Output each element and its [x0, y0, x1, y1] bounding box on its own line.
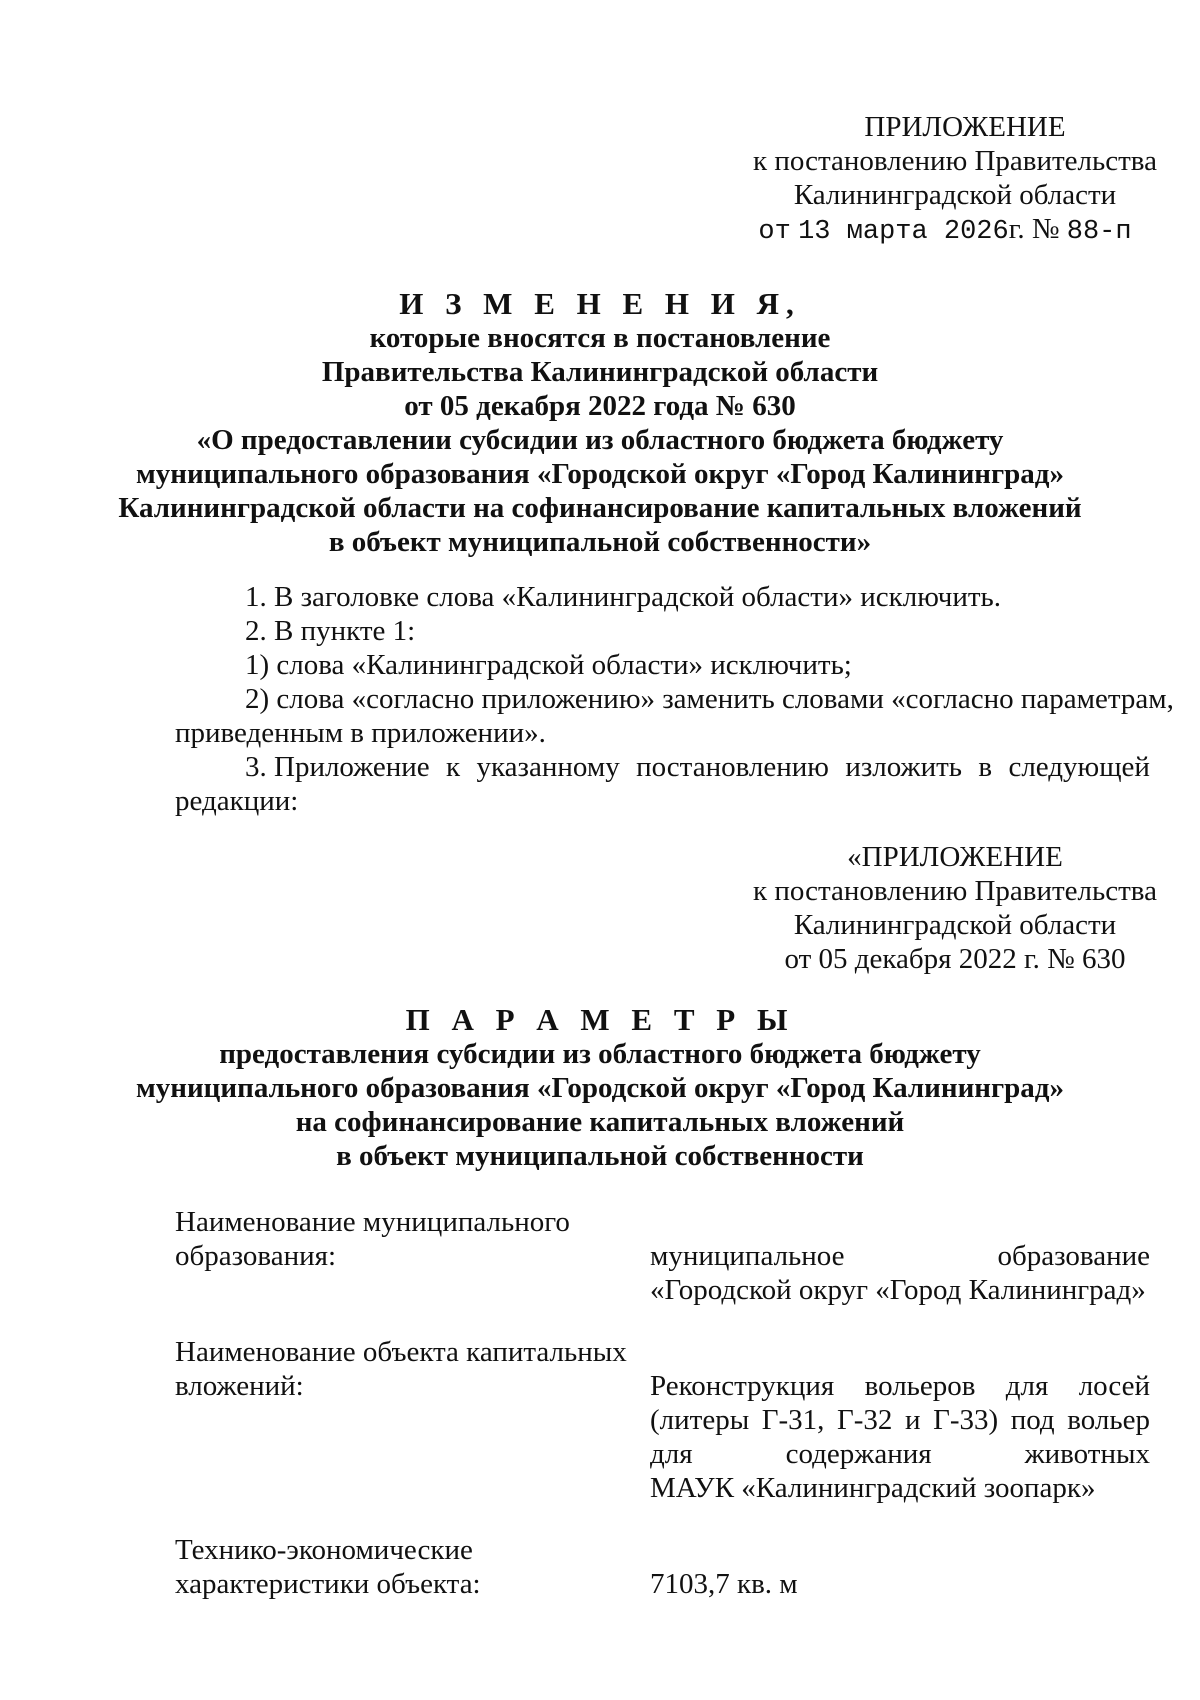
param-label-municipality — [175, 1205, 635, 1273]
word: указанному — [476, 751, 620, 783]
params-line: на софинансирование капитальных вложений — [295, 1106, 905, 1138]
word: под — [1010, 1404, 1055, 1436]
word: муниципальное — [650, 1240, 845, 1272]
word: Г-31, — [761, 1404, 825, 1436]
value-line — [650, 1239, 1150, 1273]
word: вольеров — [864, 1370, 976, 1402]
inner-appendix-line-3: от 05 декабря 2022 г. № 630 — [784, 943, 1126, 975]
word: вольер — [1067, 1404, 1150, 1436]
params-line: в объект муниципальной собственности — [336, 1140, 864, 1172]
value-line: «Городской округ «Город Калининград» — [650, 1274, 1146, 1306]
word: Реконструкция — [650, 1370, 835, 1402]
word: (литеры — [650, 1404, 750, 1436]
changes-title: И З М Е Н Е Н И Я, — [399, 286, 801, 321]
param-value-municipality — [650, 1239, 1150, 1307]
inner-appendix-title: «ПРИЛОЖЕНИЕ — [847, 841, 1063, 873]
value-line: 7103,7 кв. м — [650, 1568, 798, 1600]
label-line: образования: — [175, 1240, 337, 1272]
label-line: Технико-экономические — [175, 1534, 473, 1566]
param-label-object — [175, 1335, 635, 1403]
paragraph-5-line-2: редакции: — [175, 785, 299, 817]
appendix-line-2: Калининградской области — [793, 179, 1117, 211]
param-label-characteristics — [175, 1533, 635, 1601]
paragraph-2: 2. В пункте 1: — [245, 615, 416, 647]
params-line: предоставления субсидии из областного бюджета бюджету — [219, 1038, 981, 1070]
label-line: вложений: — [175, 1370, 304, 1402]
word: животных — [1024, 1438, 1150, 1470]
word: лосей — [1078, 1370, 1150, 1402]
appendix-date-line — [730, 212, 1180, 249]
appendix-header — [730, 110, 1180, 249]
word: к — [446, 751, 461, 783]
param-value-characteristics — [650, 1567, 1150, 1601]
word: Г-33) — [933, 1404, 999, 1436]
label-line: Наименование муниципального — [175, 1206, 570, 1238]
handwritten-date: 13 марта 2026 — [798, 217, 1009, 247]
paragraph-3: 1) слова «Калининградской области» исключить; — [245, 649, 852, 681]
word: постановлению — [636, 751, 829, 783]
paragraph-4-line-1: 2) слова «согласно приложению» заменить словами «согласно параметрам, — [245, 683, 1174, 715]
inner-appendix-line-2: Калининградской области — [793, 909, 1117, 941]
param-value-object — [650, 1369, 1150, 1505]
params-title: П А Р А М Е Т Р Ы — [405, 1002, 795, 1037]
word: и — [905, 1404, 921, 1436]
word: 3. Приложение — [245, 751, 430, 783]
appendix-line-1: к постановлению Правительства — [753, 145, 1157, 177]
changes-line: Калининградской области на софинансирование капитальных вложений — [118, 492, 1082, 524]
paragraph-1: 1. В заголовке слова «Калининградской области» исключить. — [245, 581, 1002, 613]
changes-line: от 05 декабря 2022 года № 630 — [404, 390, 796, 422]
date-mid: г. № — [1008, 213, 1060, 245]
word: содержания — [785, 1438, 932, 1470]
value-line — [650, 1403, 1150, 1437]
changes-line: «О предоставлении субсидии из областного бюджета бюджету — [196, 424, 1004, 456]
body-text — [175, 580, 1174, 818]
paragraph-5-line-1 — [175, 750, 1150, 784]
inner-appendix-line-1: к постановлению Правительства — [753, 875, 1157, 907]
date-prefix: от — [758, 217, 791, 247]
changes-line: в объект муниципальной собственности» — [328, 526, 872, 558]
value-line — [650, 1437, 1150, 1471]
label-line: характеристики объекта: — [175, 1568, 481, 1600]
paragraph-4-line-2: приведенным в приложении». — [175, 717, 546, 749]
appendix-title: ПРИЛОЖЕНИЕ — [864, 111, 1066, 143]
value-line: МАУК «Калининградский зоопарк» — [650, 1472, 1096, 1504]
label-line: Наименование объекта капитальных — [175, 1336, 627, 1368]
handwritten-number: 88-п — [1066, 217, 1132, 247]
word: для — [650, 1438, 693, 1470]
inner-appendix-header — [730, 840, 1180, 976]
changes-line: Правительства Калининградской области — [321, 356, 879, 388]
params-heading — [0, 1003, 1200, 1173]
changes-heading — [0, 287, 1200, 559]
params-line: муниципального образования «Городской округ «Город Калининград» — [136, 1072, 1064, 1104]
word: Г-32 — [837, 1404, 893, 1436]
changes-line: которые вносятся в постановление — [369, 322, 831, 354]
changes-line: муниципального образования «Городской округ «Город Калининград» — [136, 458, 1064, 490]
word: в — [978, 751, 993, 783]
word: для — [1005, 1370, 1049, 1402]
word: изложить — [845, 751, 963, 783]
value-line — [650, 1369, 1150, 1403]
word: образование — [997, 1240, 1150, 1272]
word: следующей — [1008, 751, 1150, 783]
